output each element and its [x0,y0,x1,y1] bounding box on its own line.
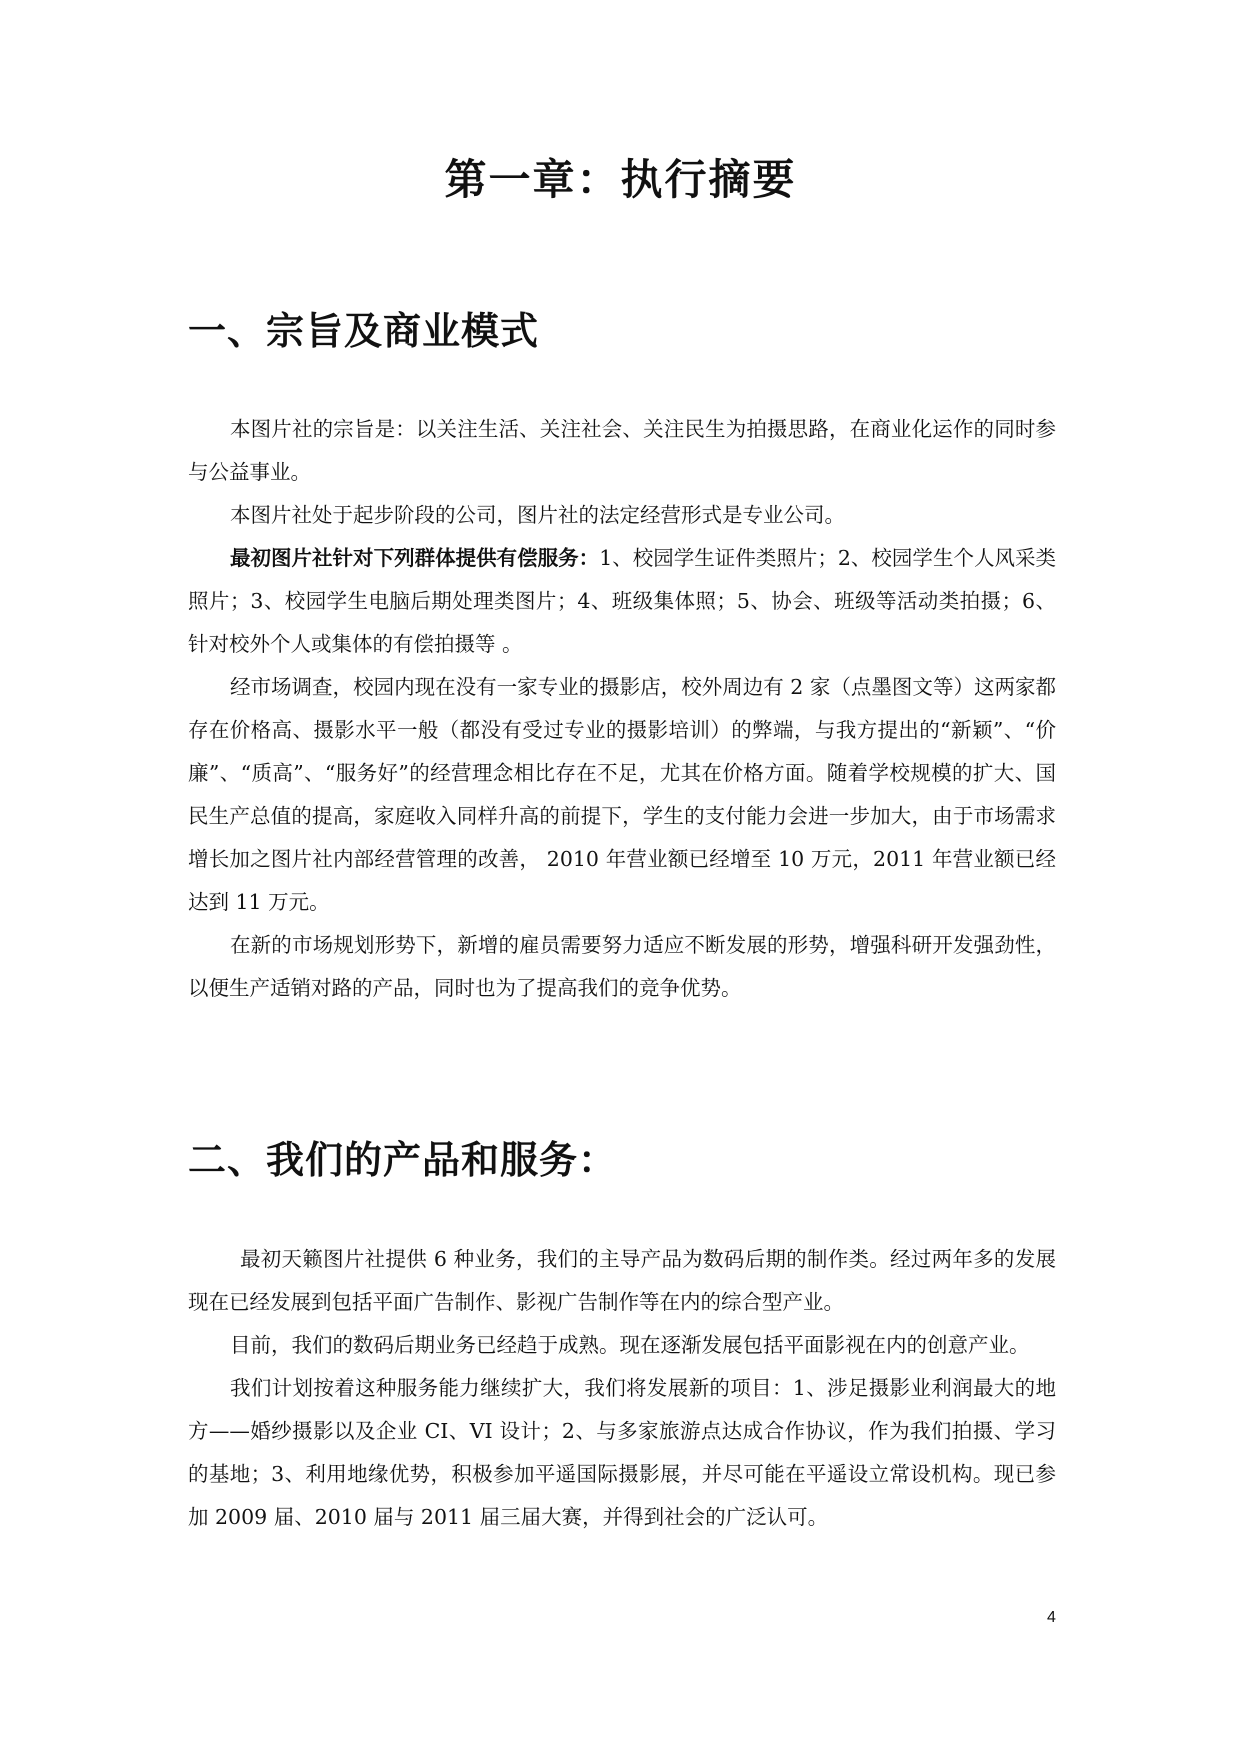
section-heading-products: 二、我们的产品和服务： [188,1137,618,1182]
section-body-products [188,1238,1056,1539]
section-body-mission [188,408,1056,1010]
paragraph-market-planning: 在新的市场规划形势下，新增的雇员需要努力适应不断发展的形势，增强科研开发强劲性，以便生产适销对路的产品，同时也为了提高我们的竞争优势。 [188,933,1056,1000]
paragraph-services-lead: 最初图片社针对下列群体提供有偿服务： [230,546,600,570]
chapter-title: 第一章：执行摘要 [444,155,797,204]
paragraph-current-business: 目前，我们的数码后期业务已经趋于成熟。现在逐渐发展包括平面影视在内的创意产业。 [230,1333,1030,1357]
paragraph-services [188,537,1056,666]
paragraph-initial-business: 最初天籁图片社提供 6 种业务，我们的主导产品为数码后期的制作类。经过两年多的发展现在已经发展到包括平面广告制作、影视广告制作等在内的综合型产业。 [188,1247,1056,1314]
paragraph-company-form: 本图片社处于起步阶段的公司，图片社的法定经营形式是专业公司。 [230,503,845,527]
paragraph-services-list: 1、校园学生证件类照片；2、校园学生个人风采类照片；3、校园学生电脑后期处理类图片；4、班级集体照；5、协会、班级等活动类拍摄；6、针对校外个人或集体的有偿拍摄等 。 [188,546,1056,656]
paragraph-market-research: 经市场调查，校园内现在没有一家专业的摄影店，校外周边有 2 家（点墨图文等）这两家都存在价格高、摄影水平一般（都没有受过专业的摄影培训）的弊端，与我方提出的“新颖”、“价廉”、“质高”、“服务好”的经营理念相比存在不足，尤其在价格方面。随着学校规模的扩大、国民生产总值的提高，家庭收入同样升高的前提下，学生的支付能力会进一步加大，由于市场需求增长加之图片社内部经营管理的改善， 2010 年营业额已经增至 10 万元，2011 年营业额已经达到 11 万元。 [188,675,1056,914]
page-number: 4 [1047,1609,1056,1626]
paragraph-future-plans: 我们计划按着这种服务能力继续扩大，我们将发展新的项目：1、涉足摄影业利润最大的地方——婚纱摄影以及企业 CI、VI 设计；2、与多家旅游点达成合作协议，作为我们拍摄、学习的基地；3、利用地缘优势，积极参加平遥国际摄影展，并尽可能在平遥设立常设机构。现已参加 2009 届、2010 届与 2011 届三届大赛，并得到社会的广泛认可。 [188,1376,1056,1529]
section-heading-mission: 一、宗旨及商业模式 [188,308,540,353]
paragraph-purpose: 本图片社的宗旨是：以关注生活、关注社会、关注民生为拍摄思路，在商业化运作的同时参与公益事业。 [188,417,1056,484]
